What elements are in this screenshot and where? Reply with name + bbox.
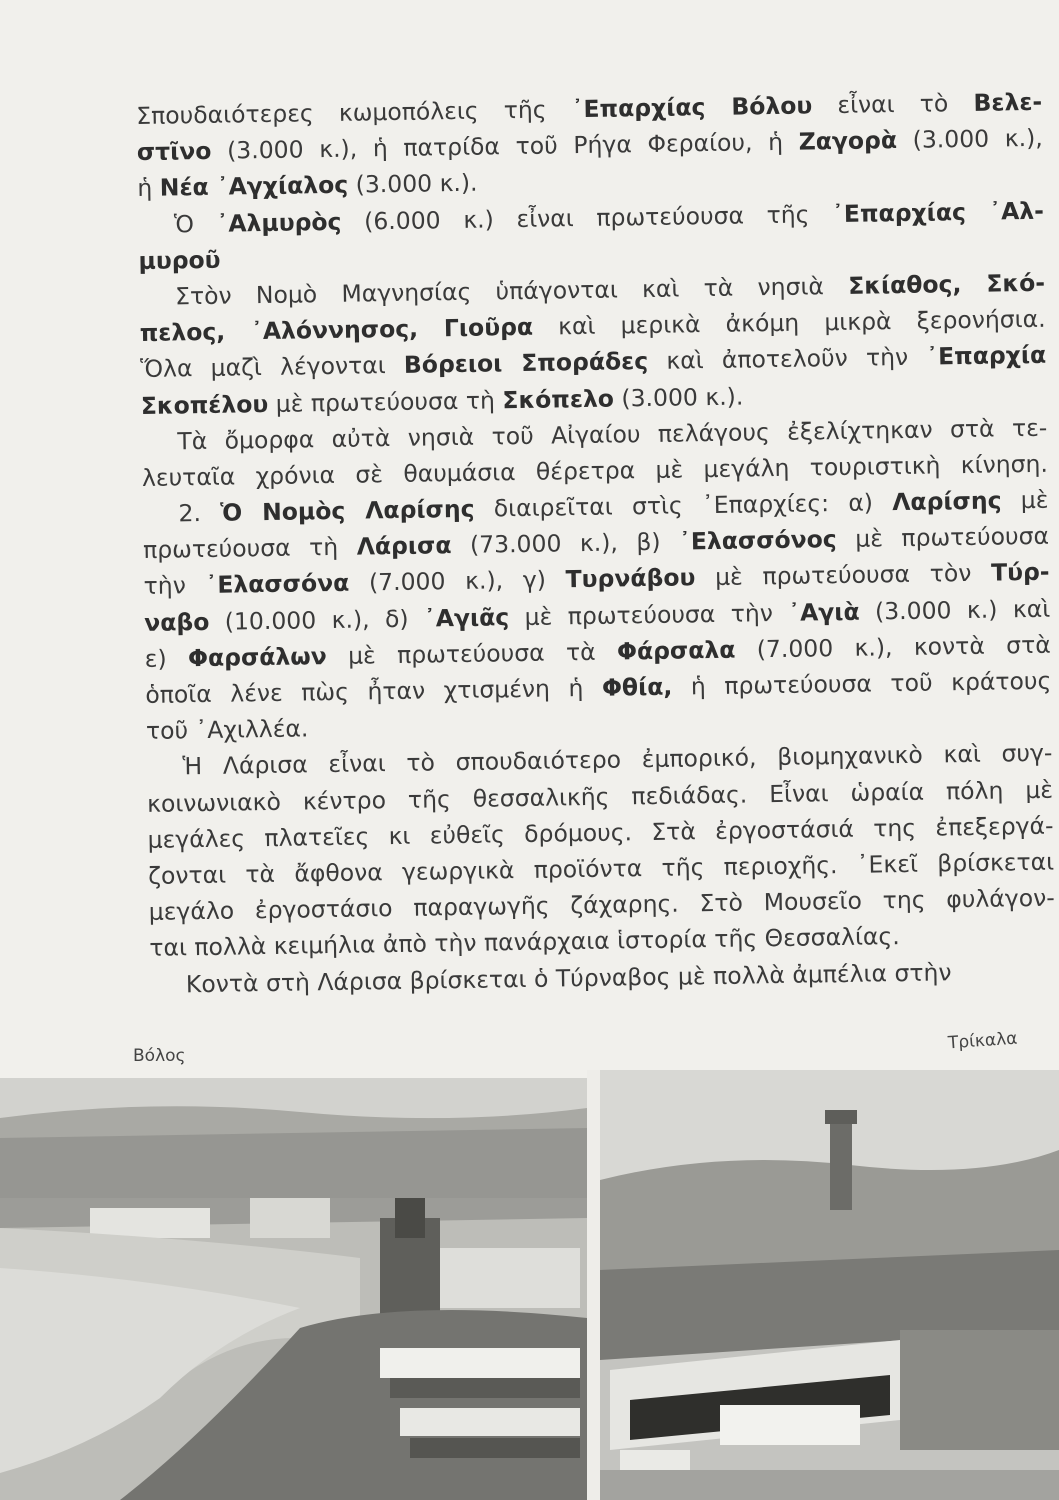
- bold-term: Σκίαθος, Σκό-: [847, 268, 1046, 300]
- photo-volos: [0, 1078, 587, 1500]
- text-run: Ὅλα μαζὶ λέγονται: [140, 351, 405, 384]
- text-run: καὶ ἀποτελοῦν τὴν: [647, 342, 927, 376]
- text-run: (3.000 κ.), ἡ πατρίδα τοῦ Ρήγα Φεραίου, ἡ: [211, 127, 799, 166]
- caption-volos: Βόλος: [133, 1046, 186, 1066]
- text-run: ἡ πρωτεύουσα τοῦ κράτους: [672, 666, 1052, 701]
- bold-term: Τύρ-: [990, 558, 1050, 588]
- text-run: (3.000 κ.) καὶ: [859, 594, 1051, 626]
- caption-trikala: Τρίκαλα: [947, 1028, 1019, 1054]
- text-run: μεγάλες πλατεῖες κι εὐθεῖς δρόμους. Στὰ ἐργοστάσιά της ἐπεξεργά-: [147, 811, 1054, 854]
- bold-term: ᾿Αγιὰ: [788, 597, 860, 627]
- body-text: [136, 84, 1056, 1003]
- bold-term: στῖνο: [136, 137, 212, 167]
- bold-term: Βελε-: [973, 87, 1043, 117]
- text-run: ζονται τὰ ἄφθονα γεωργικὰ προϊόντα τῆς περιοχῆς. ᾿Εκεῖ βρίσκεται: [147, 847, 1055, 890]
- text-run: μὲ πρωτεύουσα: [836, 521, 1050, 554]
- text-run: τοῦ ᾿Αχιλλέα.: [145, 714, 309, 746]
- bold-term: ᾿Επαρχία: [926, 341, 1047, 371]
- text-run: ἡ: [137, 174, 161, 203]
- text-run: κοινωνιακὸ κέντρο τῆς θεσσαλικῆς πεδιάδας. Εἶναι ὡραία πόλη μὲ: [146, 775, 1054, 818]
- text-run: μὲ: [1001, 485, 1049, 515]
- text-run: Τὰ ὄμορφα αὐτὰ νησιὰ τοῦ Αἰγαίου πελάγους ἐξελίχτηκαν στὰ τε-: [177, 413, 1048, 456]
- bold-term: ᾿Επαρχίας Βόλου: [571, 91, 813, 124]
- text-run: (6.000 κ.) εἶναι πρωτεύουσα τῆς: [341, 199, 833, 236]
- bold-term: ᾿Αλμυρὸς: [216, 207, 342, 238]
- text-run: μὲ πρωτεύουσα τὰ: [326, 637, 618, 670]
- bold-term: Ζαγορὰ: [798, 126, 898, 156]
- text-run: διαιρεῖται στὶς ᾿Επαρχίες: α): [474, 488, 893, 523]
- bold-term: Φθία,: [601, 672, 673, 702]
- text-run: εἶναι τὸ: [812, 88, 974, 120]
- bold-term: Σκόπελο: [502, 384, 615, 414]
- text-run: ε): [144, 644, 189, 673]
- text-run: (7.000 κ.), γ): [349, 565, 566, 598]
- bold-term: Σκοπέλου: [140, 389, 269, 420]
- bold-term: ᾿Ελασσόνα: [205, 569, 350, 600]
- bold-term: Βόρειοι Σποράδες: [403, 347, 649, 380]
- text-run: (3.000 κ.),: [896, 123, 1043, 155]
- bold-term: Τυρνάβου: [565, 563, 696, 594]
- bold-term: μυροῦ: [138, 245, 221, 275]
- text-run: μεγάλο ἐργοστάσιο παραγωγῆς ζάχαρης. Στὸ Μουσεῖο της φυλάγον-: [148, 883, 1055, 927]
- bold-term: ναβο: [144, 607, 210, 637]
- text-run: μὲ πρωτεύουσα τὴν: [508, 598, 789, 631]
- text-run: (10.000 κ.), δ): [209, 604, 425, 636]
- bold-term: Λάρισα: [356, 531, 452, 561]
- bold-term: Ὁ Νομὸς Λαρίσης: [219, 494, 475, 527]
- text-run: (3.000 κ.).: [347, 169, 478, 200]
- text-run: λευταῖα χρόνια σὲ θαυμάσια θέρετρα μὲ μεγάλη τουριστικὴ κίνηση.: [141, 449, 1049, 492]
- photo-trikala: [600, 1070, 1059, 1500]
- text-run: ὁποῖα λένε πὼς ἦταν χτισμένη ἡ: [145, 673, 603, 709]
- text-run: (7.000 κ.), κοντὰ στὰ: [735, 630, 1051, 664]
- bold-term: Φαρσάλων: [187, 641, 327, 673]
- photo-gutter: [587, 1070, 600, 1500]
- text-run: καὶ μερικὰ ἀκόμη μικρὰ ξερονήσια.: [532, 304, 1046, 341]
- bold-term: ᾿Ελασσόνος: [678, 525, 837, 556]
- text-run: (73.000 κ.), β): [451, 527, 680, 560]
- text-run: Ἡ Λάρισα εἶναι τὸ σπουδαιότερο ἐμπορικό, βιομηχανικὸ καὶ συγ-: [182, 739, 1053, 781]
- text-run: Ὁ: [173, 209, 217, 238]
- bold-term: Νέα ᾿Αγχίαλος: [159, 171, 349, 203]
- bold-term: πελος, ᾿Αλόννησος, Γιοῦρα: [139, 312, 534, 348]
- text-run: 2.: [178, 498, 221, 528]
- bold-term: ᾿Επαρχίας ᾿Αλ-: [831, 196, 1045, 228]
- text-run: (3.000 κ.).: [613, 381, 744, 413]
- text-run: Στὸν Νομὸ Μαγνησίας ὑπάγονται καὶ τὰ νησιὰ: [174, 271, 849, 311]
- text-run: ται πολλὰ κειμήλια ἀπὸ τὴν πανάρχαια ἱστορία τῆς Θεσσαλίας.: [149, 922, 900, 963]
- bold-term: ᾿Αγιᾶς: [423, 602, 510, 633]
- bold-term: Φάρσαλα: [616, 635, 736, 666]
- text-run: Σπουδαιότερες κωμοπόλεις τῆς: [136, 95, 572, 130]
- bold-term: Λαρίσης: [892, 486, 1002, 517]
- text-run: μὲ πρωτεύουσα τὴ: [268, 385, 503, 418]
- text-run: τὴν: [143, 571, 206, 601]
- text-run: πρωτεύουσα τὴ: [142, 532, 357, 565]
- text-run: Κοντὰ στὴ Λάρισα βρίσκεται ὁ Τύρναβος μὲ πολλὰ ἀμπέλια στὴν: [185, 957, 952, 998]
- text-run: μὲ πρωτεύουσα τὸν: [695, 559, 992, 592]
